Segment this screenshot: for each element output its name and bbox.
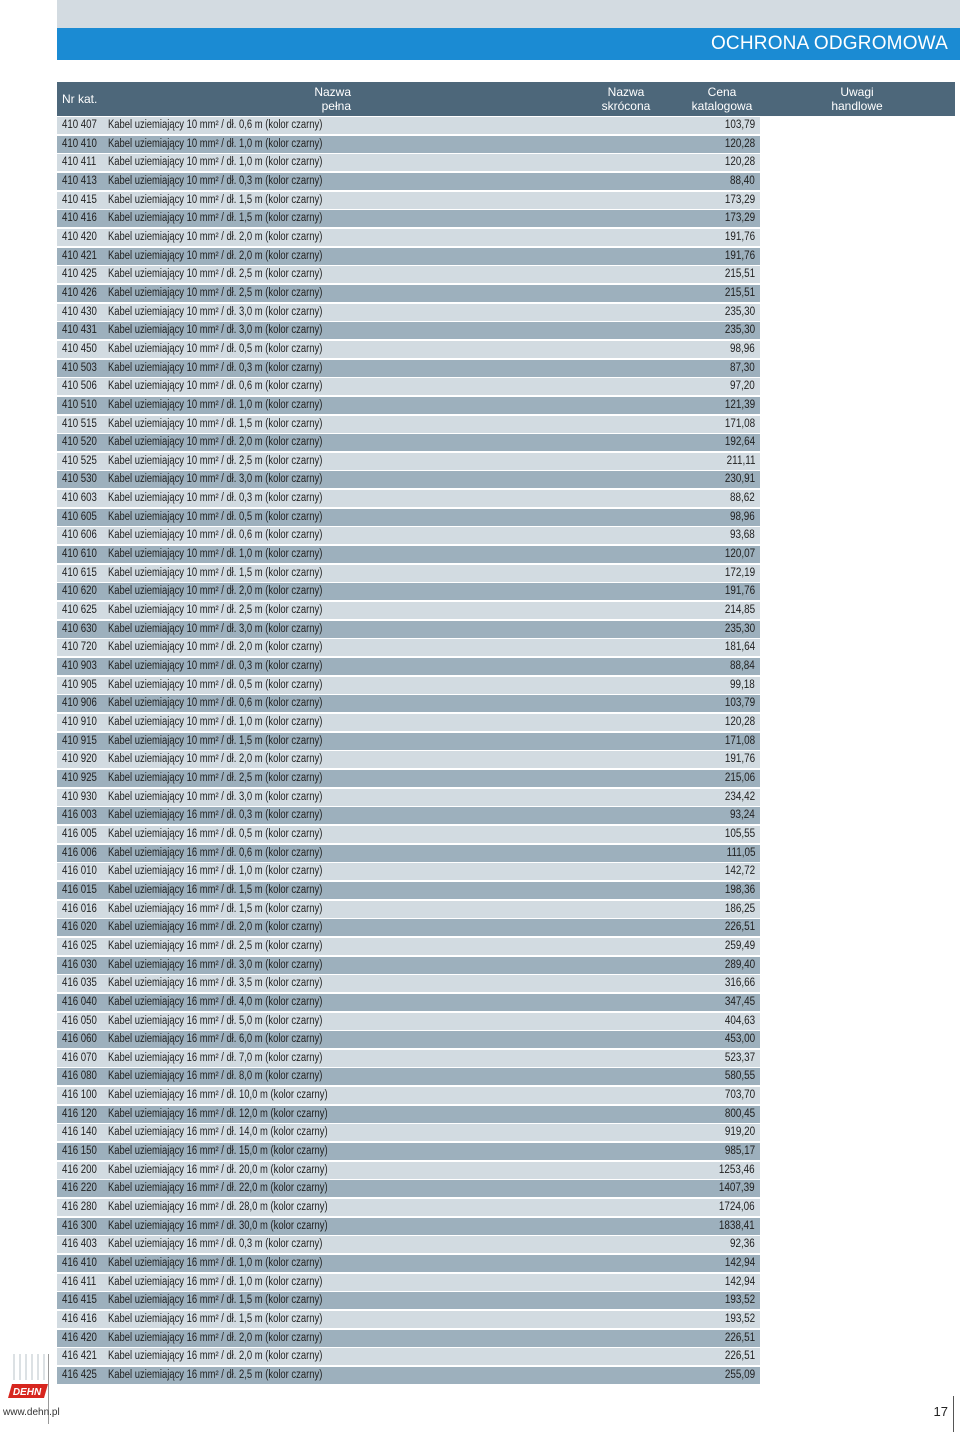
cell-price: 173,29 [724,212,755,225]
cell-price: 181,64 [724,641,755,654]
cell-code: 416 100 [62,1089,97,1102]
cell-price: 230,91 [724,473,755,486]
cell-price: 580,55 [724,1070,755,1083]
table-row [57,714,760,731]
cell-price: 88,84 [730,660,755,673]
header-name-short [576,85,676,113]
cell-price: 103,79 [724,119,755,131]
table-row [57,938,760,955]
cell-code: 410 925 [62,771,97,784]
cell-name: Kabel uziemiający 16 mm² / dł. 0,3 m (kolor czarny) [108,1238,323,1251]
header-name-full-line2: pełna [321,99,351,113]
table-row [57,863,760,880]
cell-price: 800,45 [724,1107,755,1120]
table-row [57,1218,760,1235]
cell-name: Kabel uziemiający 16 mm² / dł. 1,5 m (kolor czarny) [108,902,323,915]
table-row [57,901,760,918]
cell-name: Kabel uziemiający 16 mm² / dł. 1,0 m (kolor czarny) [108,1257,323,1270]
table-row [57,807,760,824]
cell-price: 1724,06 [719,1201,755,1214]
table-row [57,490,760,507]
cell-name: Kabel uziemiający 16 mm² / dł. 1,5 m (kolor czarny) [108,1294,323,1307]
cell-price: 120,28 [724,716,755,728]
cell-name: Kabel uziemiający 10 mm² / dł. 2,5 m (kolor czarny) [108,454,323,467]
table-row [57,229,760,246]
cell-name: Kabel uziemiający 10 mm² / dł. 3,0 m (kolor czarny) [108,622,323,635]
cell-name: Kabel uziemiający 16 mm² / dł. 0,5 m (kolor czarny) [108,827,323,840]
cell-name: Kabel uziemiający 16 mm² / dł. 20,0 m (kolor czarny) [108,1163,328,1176]
table-row [57,285,760,302]
table-header [57,82,955,116]
table-row [57,1087,760,1104]
cell-name: Kabel uziemiający 16 mm² / dł. 1,0 m (kolor czarny) [108,865,323,878]
cell-name: Kabel uziemiający 10 mm² / dł. 0,5 m (kolor czarny) [108,510,323,523]
cell-code: 416 421 [62,1350,97,1363]
cell-code: 416 150 [62,1145,97,1158]
cell-name: Kabel uziemiający 16 mm² / dł. 3,0 m (kolor czarny) [108,958,323,971]
cell-code: 410 630 [62,622,97,635]
cell-price: 93,68 [730,529,755,542]
cell-price: 226,51 [724,1331,755,1344]
header-name-full [251,85,351,113]
cell-code: 410 525 [62,454,97,467]
cell-name: Kabel uziemiający 16 mm² / dł. 1,5 m (kolor czarny) [108,883,323,896]
cell-price: 215,51 [724,286,755,299]
cell-name: Kabel uziemiający 10 mm² / dł. 2,5 m (kolor czarny) [108,286,323,299]
cell-name: Kabel uziemiający 10 mm² / dł. 2,0 m (kolor czarny) [108,641,323,654]
page-number: 17 [933,1404,948,1419]
table-row [57,957,760,974]
cell-price: 235,30 [724,622,755,635]
table-row [57,1068,760,1085]
cell-code: 410 615 [62,566,97,579]
cell-price: 98,96 [730,510,755,523]
cell-name: Kabel uziemiający 10 mm² / dł. 2,0 m (kolor czarny) [108,436,323,449]
cell-name: Kabel uziemiający 16 mm² / dł. 0,3 m (kolor czarny) [108,809,323,822]
cell-name: Kabel uziemiający 10 mm² / dł. 1,0 m (kolor czarny) [108,398,323,411]
cell-name: Kabel uziemiający 10 mm² / dł. 0,6 m (kolor czarny) [108,697,323,710]
table-row [57,919,760,936]
cell-name: Kabel uziemiający 16 mm² / dł. 3,5 m (kolor czarny) [108,977,323,990]
cell-name: Kabel uziemiający 10 mm² / dł. 0,6 m (kolor czarny) [108,380,323,393]
table-row [57,770,760,787]
table-row [57,583,760,600]
cell-price: 142,94 [724,1275,755,1288]
table-row [57,527,760,544]
cell-code: 416 025 [62,939,97,952]
cell-code: 410 510 [62,398,97,411]
header-name-full-line1: Nazwa [314,85,351,99]
table-row [57,695,760,712]
cell-code: 416 425 [62,1368,97,1381]
cell-code: 416 420 [62,1331,97,1344]
logo-text: DEHN [12,1387,42,1398]
cell-name: Kabel uziemiający 16 mm² / dł. 1,5 m (kolor czarny) [108,1313,323,1325]
table-row [57,1236,760,1253]
cell-price: 703,70 [724,1089,755,1102]
cell-name: Kabel uziemiający 10 mm² / dł. 1,5 m (kolor czarny) [108,566,323,579]
cell-name: Kabel uziemiający 10 mm² / dł. 2,5 m (kolor czarny) [108,268,323,281]
cell-price: 235,30 [724,324,755,337]
cell-name: Kabel uziemiający 10 mm² / dł. 1,0 m (kolor czarny) [108,137,323,150]
cell-code: 416 410 [62,1257,97,1270]
cell-price: 193,52 [724,1294,755,1307]
table-row [57,248,760,265]
table-row [57,1050,760,1067]
cell-name: Kabel uziemiający 10 mm² / dł. 2,0 m (kolor czarny) [108,230,323,243]
cell-name: Kabel uziemiający 10 mm² / dł. 1,0 m (kolor czarny) [108,548,323,561]
cell-price: 88,62 [730,492,755,505]
table-row [57,789,760,806]
table-row [57,397,760,414]
table-row [57,117,760,134]
cell-code: 410 415 [62,193,97,206]
table-row [57,360,760,377]
cell-code: 410 605 [62,510,97,523]
header-notes [807,85,907,113]
cell-code: 410 410 [62,137,97,150]
cell-price: 235,30 [724,305,755,318]
table-row [57,1274,760,1291]
cell-name: Kabel uziemiający 10 mm² / dł. 1,5 m (kolor czarny) [108,417,323,430]
cell-code: 416 280 [62,1201,97,1214]
cell-code: 410 603 [62,492,97,505]
header-name-short-line1: Nazwa [607,85,645,99]
cell-code: 416 080 [62,1070,97,1083]
cell-name: Kabel uziemiający 16 mm² / dł. 14,0 m (kolor czarny) [108,1126,328,1139]
cell-code: 416 140 [62,1126,97,1139]
cell-code: 416 016 [62,902,97,915]
cell-code: 410 915 [62,734,97,747]
cell-price: 347,45 [724,995,755,1008]
cell-price: 120,28 [724,156,755,169]
table-row [57,266,760,283]
header-notes-line2: handlowe [831,99,883,113]
table-row [57,1348,760,1365]
cell-code: 410 407 [62,119,97,131]
cell-price: 985,17 [724,1145,755,1158]
table-row [57,733,760,750]
page-number-divider [953,1396,954,1432]
cell-price: 103,79 [724,697,755,710]
cell-name: Kabel uziemiający 10 mm² / dł. 0,3 m (kolor czarny) [108,660,323,673]
table-row [57,1106,760,1123]
table-row [57,845,760,862]
table-row [57,751,760,768]
cell-price: 142,72 [724,865,755,878]
header-price-line2: katalogowa [691,99,753,113]
cell-code: 410 506 [62,380,97,393]
cell-name: Kabel uziemiający 10 mm² / dł. 1,5 m (kolor czarny) [108,212,323,225]
cell-price: 1253,46 [719,1163,755,1176]
cell-name: Kabel uziemiający 16 mm² / dł. 4,0 m (kolor czarny) [108,995,323,1008]
table-row [57,1255,760,1272]
table-row [57,509,760,526]
cell-name: Kabel uziemiający 16 mm² / dł. 2,0 m (kolor czarny) [108,1331,323,1344]
header-price [672,85,772,113]
cell-price: 121,39 [724,398,755,411]
cell-price: 523,37 [724,1051,755,1064]
cell-name: Kabel uziemiający 16 mm² / dł. 2,0 m (kolor czarny) [108,1350,323,1363]
cell-code: 416 050 [62,1014,97,1027]
cell-price: 1407,39 [719,1182,755,1195]
cell-price: 105,55 [724,827,755,840]
table-row [57,1013,760,1030]
table-row [57,416,760,433]
cell-name: Kabel uziemiający 10 mm² / dł. 1,0 m (kolor czarny) [108,156,323,169]
cell-name: Kabel uziemiający 10 mm² / dł. 0,6 m (kolor czarny) [108,119,323,131]
cell-price: 93,24 [730,809,755,822]
cell-name: Kabel uziemiający 10 mm² / dł. 2,5 m (kolor czarny) [108,604,323,617]
cell-name: Kabel uziemiający 10 mm² / dł. 3,0 m (kolor czarny) [108,305,323,318]
table-row [57,1031,760,1048]
cell-code: 416 220 [62,1182,97,1195]
table-row [57,565,760,582]
cell-price: 120,28 [724,137,755,150]
section-title: OCHRONA ODGROMOWA [710,33,948,54]
cell-code: 410 450 [62,342,97,355]
cell-code: 410 530 [62,473,97,486]
table-row [57,1199,760,1216]
table-row [57,210,760,227]
table-row [57,322,760,339]
table-row [57,1367,760,1384]
cell-name: Kabel uziemiający 16 mm² / dł. 2,5 m (kolor czarny) [108,939,323,952]
cell-name: Kabel uziemiający 16 mm² / dł. 30,0 m (kolor czarny) [108,1219,328,1232]
cell-name: Kabel uziemiający 10 mm² / dł. 0,5 m (kolor czarny) [108,342,323,355]
cell-price: 226,51 [724,1350,755,1363]
cell-name: Kabel uziemiający 16 mm² / dł. 15,0 m (kolor czarny) [108,1145,328,1158]
cell-name: Kabel uziemiający 10 mm² / dł. 0,3 m (kolor czarny) [108,361,323,374]
cell-code: 410 920 [62,753,97,766]
cell-price: 88,40 [730,174,755,187]
cell-name: Kabel uziemiający 10 mm² / dł. 1,0 m (kolor czarny) [108,716,323,728]
cell-code: 416 403 [62,1238,97,1251]
cell-price: 255,09 [724,1368,755,1381]
cell-code: 410 906 [62,697,97,710]
cell-code: 410 625 [62,604,97,617]
table-row [57,658,760,675]
price-table-body [57,117,760,1386]
dehn-logo-icon [4,1352,50,1406]
table-row [57,192,760,209]
table-row [57,453,760,470]
table-row [57,471,760,488]
cell-price: 259,49 [724,939,755,952]
cell-name: Kabel uziemiający 16 mm² / dł. 1,0 m (kolor czarny) [108,1275,323,1288]
cell-price: 191,76 [724,585,755,598]
table-row [57,1311,760,1328]
cell-code: 416 300 [62,1219,97,1232]
cell-price: 453,00 [724,1033,755,1046]
cell-price: 193,52 [724,1313,755,1325]
cell-name: Kabel uziemiający 10 mm² / dł. 0,3 m (kolor czarny) [108,492,323,505]
cell-price: 215,51 [724,268,755,281]
cell-price: 192,64 [724,436,755,449]
cell-name: Kabel uziemiający 16 mm² / dł. 28,0 m (kolor czarny) [108,1201,328,1214]
cell-price: 99,18 [730,678,755,691]
table-row [57,341,760,358]
cell-price: 120,07 [724,548,755,561]
cell-code: 410 520 [62,436,97,449]
cell-code: 416 020 [62,921,97,934]
cell-code: 410 503 [62,361,97,374]
cell-name: Kabel uziemiający 10 mm² / dł. 2,5 m (kolor czarny) [108,771,323,784]
cell-name: Kabel uziemiający 16 mm² / dł. 0,6 m (kolor czarny) [108,846,323,859]
cell-code: 416 040 [62,995,97,1008]
cell-price: 211,11 [726,454,755,467]
cell-name: Kabel uziemiający 10 mm² / dł. 2,0 m (kolor czarny) [108,585,323,598]
cell-name: Kabel uziemiający 10 mm² / dł. 0,6 m (kolor czarny) [108,529,323,542]
cell-price: 92,36 [730,1238,755,1251]
table-row [57,304,760,321]
cell-code: 410 610 [62,548,97,561]
cell-code: 416 415 [62,1294,97,1307]
header-nr-kat: Nr kat. [62,92,98,106]
cell-name: Kabel uziemiający 16 mm² / dł. 2,5 m (kolor czarny) [108,1368,323,1381]
cell-price: 404,63 [724,1014,755,1027]
cell-code: 410 620 [62,585,97,598]
top-band [57,0,960,28]
cell-code: 410 905 [62,678,97,691]
header-name-short-line2: skrócona [601,99,651,113]
cell-code: 410 431 [62,324,97,337]
cell-price: 171,08 [724,734,755,747]
cell-name: Kabel uziemiający 16 mm² / dł. 10,0 m (kolor czarny) [108,1089,328,1102]
cell-code: 416 006 [62,846,97,859]
cell-code: 410 606 [62,529,97,542]
cell-code: 416 030 [62,958,97,971]
header-notes-line1: Uwagi [840,85,874,99]
cell-code: 410 411 [62,156,97,169]
website-link[interactable]: www.dehn.pl [3,1407,60,1418]
table-row [57,1162,760,1179]
cell-code: 416 200 [62,1163,97,1176]
cell-code: 416 060 [62,1033,97,1046]
cell-code: 416 411 [62,1275,97,1288]
cell-price: 316,66 [724,977,755,990]
cell-code: 410 930 [62,790,97,803]
cell-code: 410 416 [62,212,97,225]
cell-name: Kabel uziemiający 16 mm² / dł. 5,0 m (kolor czarny) [108,1014,323,1027]
table-row [57,1143,760,1160]
cell-name: Kabel uziemiający 10 mm² / dł. 2,0 m (kolor czarny) [108,753,323,766]
cell-name: Kabel uziemiający 10 mm² / dł. 0,3 m (kolor czarny) [108,174,323,187]
cell-name: Kabel uziemiający 10 mm² / dł. 0,5 m (kolor czarny) [108,678,323,691]
table-row [57,378,760,395]
cell-price: 191,76 [724,753,755,766]
cell-code: 410 903 [62,660,97,673]
cell-name: Kabel uziemiający 10 mm² / dł. 1,5 m (kolor czarny) [108,734,323,747]
table-row [57,1124,760,1141]
table-row [57,1180,760,1197]
cell-code: 410 425 [62,268,97,281]
cell-price: 198,36 [724,883,755,896]
cell-name: Kabel uziemiający 16 mm² / dł. 2,0 m (kolor czarny) [108,921,323,934]
cell-code: 416 005 [62,827,97,840]
cell-code: 410 720 [62,641,97,654]
table-row [57,173,760,190]
cell-name: Kabel uziemiający 10 mm² / dł. 1,5 m (kolor czarny) [108,193,323,206]
cell-price: 234,42 [724,790,755,803]
cell-code: 416 120 [62,1107,97,1120]
cell-code: 416 003 [62,809,97,822]
cell-code: 410 421 [62,249,97,262]
cell-price: 186,25 [724,902,755,915]
cell-name: Kabel uziemiający 16 mm² / dł. 12,0 m (kolor czarny) [108,1107,328,1120]
table-row [57,975,760,992]
cell-price: 191,76 [724,230,755,243]
section-banner [57,28,960,60]
cell-code: 416 070 [62,1051,97,1064]
table-row [57,136,760,153]
cell-price: 98,96 [730,342,755,355]
cell-name: Kabel uziemiający 10 mm² / dł. 3,0 m (kolor czarny) [108,790,323,803]
table-row [57,677,760,694]
table-row [57,1292,760,1309]
cell-name: Kabel uziemiający 16 mm² / dł. 8,0 m (kolor czarny) [108,1070,323,1083]
cell-price: 215,06 [724,771,755,784]
table-row [57,621,760,638]
cell-code: 416 010 [62,865,97,878]
cell-price: 142,94 [724,1257,755,1270]
cell-price: 214,85 [724,604,755,617]
cell-code: 410 426 [62,286,97,299]
table-row [57,1330,760,1347]
cell-price: 919,20 [724,1126,755,1139]
cell-price: 226,51 [724,921,755,934]
cell-price: 87,30 [730,361,755,374]
cell-price: 1838,41 [719,1219,755,1232]
table-row [57,882,760,899]
header-price-line1: Cena [707,85,737,99]
cell-code: 410 420 [62,230,97,243]
cell-name: Kabel uziemiający 10 mm² / dł. 3,0 m (kolor czarny) [108,324,323,337]
cell-code: 416 035 [62,977,97,990]
cell-code: 416 416 [62,1313,97,1325]
cell-price: 173,29 [724,193,755,206]
cell-name: Kabel uziemiający 16 mm² / dł. 7,0 m (kolor czarny) [108,1051,323,1064]
table-row [57,546,760,563]
cell-code: 410 413 [62,174,97,187]
table-row [57,154,760,171]
table-row [57,639,760,656]
cell-code: 410 515 [62,417,97,430]
cell-code: 410 910 [62,716,97,728]
table-row [57,602,760,619]
table-row [57,434,760,451]
cell-price: 289,40 [724,958,755,971]
cell-price: 97,20 [730,380,755,393]
cell-name: Kabel uziemiający 10 mm² / dł. 3,0 m (kolor czarny) [108,473,323,486]
cell-name: Kabel uziemiający 10 mm² / dł. 2,0 m (kolor czarny) [108,249,323,262]
cell-price: 111,05 [726,846,755,859]
cell-price: 172,19 [724,566,755,579]
cell-code: 410 430 [62,305,97,318]
cell-price: 191,76 [724,249,755,262]
cell-price: 171,08 [724,417,755,430]
cell-name: Kabel uziemiający 16 mm² / dł. 22,0 m (kolor czarny) [108,1182,328,1195]
table-row [57,994,760,1011]
cell-name: Kabel uziemiający 16 mm² / dł. 6,0 m (kolor czarny) [108,1033,323,1046]
cell-code: 416 015 [62,883,97,896]
table-row [57,826,760,843]
